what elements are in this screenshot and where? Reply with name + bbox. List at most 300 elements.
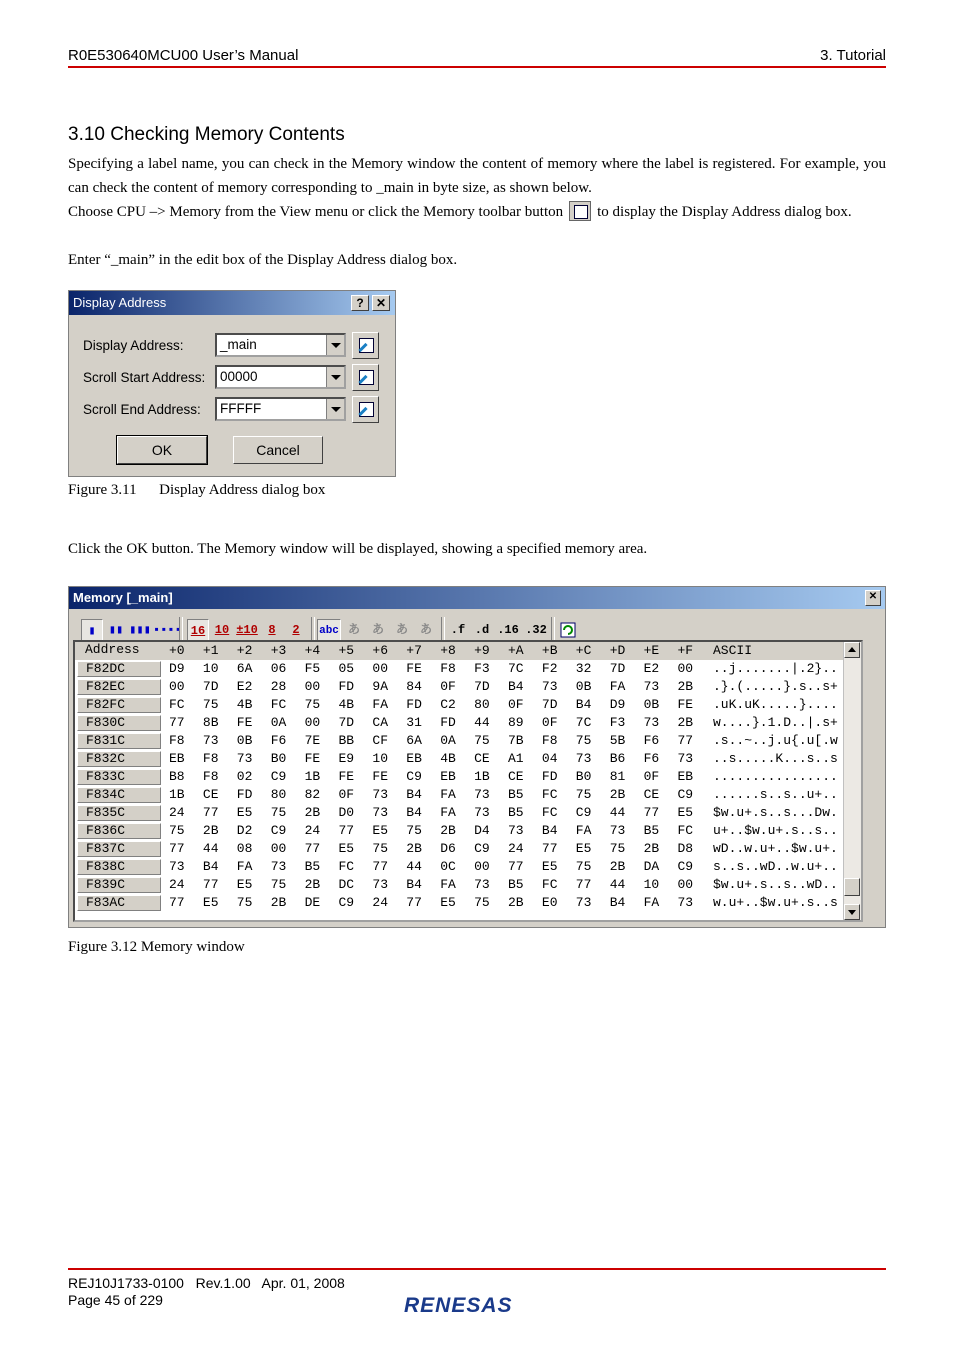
byte-cell[interactable]: D9 xyxy=(609,697,626,712)
byte-cell[interactable]: 5B xyxy=(609,733,626,748)
byte-cell[interactable]: 6A xyxy=(406,733,422,748)
byte-cell[interactable]: 73 xyxy=(643,679,660,694)
byte-cell[interactable]: C9 xyxy=(270,769,287,784)
byte-cell[interactable]: FC xyxy=(541,787,558,802)
byte-cell[interactable]: 0F xyxy=(541,715,558,730)
byte-cell[interactable]: D0 xyxy=(338,805,355,820)
refresh-icon[interactable] xyxy=(557,619,579,641)
byte-cell[interactable]: 0B xyxy=(236,733,253,748)
byte-cell[interactable]: 2B xyxy=(609,859,626,874)
address-cell[interactable]: F838C xyxy=(77,859,161,875)
byte-cell[interactable]: 81 xyxy=(609,769,626,784)
byte-cell[interactable]: E5 xyxy=(575,841,592,856)
byte-cell[interactable]: EB xyxy=(440,769,456,784)
byte-cell[interactable]: FA xyxy=(440,805,456,820)
byte-cell[interactable]: 7D xyxy=(474,679,490,694)
display-address-combo[interactable] xyxy=(215,333,346,357)
byte-cell[interactable]: 75 xyxy=(270,805,287,820)
byte-cell[interactable]: 77 xyxy=(169,841,185,856)
address-cell[interactable]: F82DC xyxy=(77,661,161,677)
byte-cell[interactable]: FA xyxy=(440,877,456,892)
byte-cell[interactable]: B6 xyxy=(609,751,626,766)
byte-cell[interactable]: FA xyxy=(609,679,626,694)
byte-cell[interactable]: 77 xyxy=(541,841,558,856)
double-button[interactable]: .d xyxy=(474,623,490,637)
byte-cell[interactable]: D9 xyxy=(169,661,185,676)
byte-cell[interactable]: C9 xyxy=(406,769,422,784)
byte-cell[interactable]: C9 xyxy=(677,787,694,802)
byte-cell[interactable]: 73 xyxy=(202,733,219,748)
byte-cell[interactable]: 77 xyxy=(508,859,524,874)
byte-cell[interactable]: FC xyxy=(338,859,355,874)
byte-cell[interactable]: 7C xyxy=(508,661,524,676)
ascii-button[interactable]: abc xyxy=(317,619,341,641)
byte-cell[interactable]: 00 xyxy=(372,661,388,676)
float-button[interactable]: .f xyxy=(450,623,466,637)
byte-cell[interactable]: 24 xyxy=(508,841,524,856)
byte-cell[interactable]: 04 xyxy=(541,751,558,766)
byte-cell[interactable]: 0F xyxy=(338,787,355,802)
scroll-down-icon[interactable] xyxy=(844,904,860,920)
byte-cell[interactable]: E5 xyxy=(236,805,253,820)
byte-cell[interactable]: 2B xyxy=(304,877,321,892)
signed-dec-radix-button[interactable]: ±10 xyxy=(236,623,258,637)
byte-cell[interactable]: E5 xyxy=(338,841,355,856)
byte-cell[interactable]: EB xyxy=(406,751,422,766)
byte-cell[interactable]: E5 xyxy=(372,823,388,838)
browse-icon[interactable] xyxy=(352,332,379,359)
byte-cell[interactable]: 7D xyxy=(609,661,626,676)
byte-cell[interactable]: 73 xyxy=(474,877,490,892)
vertical-scrollbar[interactable] xyxy=(843,642,861,920)
byte-cell[interactable]: FC xyxy=(677,823,694,838)
scroll-start-combo[interactable] xyxy=(215,365,346,389)
byte-cell[interactable]: 73 xyxy=(541,679,558,694)
ascii-cell[interactable]: wD..w.u+..$w.u+. xyxy=(713,841,838,856)
byte-cell[interactable]: EB xyxy=(169,751,185,766)
address-cell[interactable]: F82EC xyxy=(77,679,161,695)
cancel-button[interactable]: Cancel xyxy=(233,436,323,464)
ascii-cell[interactable]: $w.u+.s..s..wD.. xyxy=(713,877,838,892)
table-row[interactable] xyxy=(75,786,861,804)
byte-cell[interactable]: FD xyxy=(338,679,355,694)
byte-cell[interactable]: E5 xyxy=(677,805,694,820)
byte-cell[interactable]: 75 xyxy=(575,733,592,748)
byte-cell[interactable]: 10 xyxy=(202,661,219,676)
byte-cell[interactable]: 9A xyxy=(372,679,388,694)
byte-cell[interactable]: 0F xyxy=(643,769,660,784)
oct-radix-button[interactable]: 8 xyxy=(268,623,276,637)
byte-cell[interactable]: 44 xyxy=(609,805,626,820)
byte-cell[interactable]: 73 xyxy=(236,751,253,766)
table-row[interactable] xyxy=(75,696,861,714)
byte-cell[interactable]: 75 xyxy=(236,895,253,910)
address-cell[interactable]: F839C xyxy=(77,877,161,893)
byte-cell[interactable]: 77 xyxy=(677,733,694,748)
byte-cell[interactable]: 73 xyxy=(575,895,592,910)
byte-cell[interactable]: 75 xyxy=(304,697,321,712)
byte-cell[interactable]: 24 xyxy=(169,877,185,892)
address-cell[interactable]: F830C xyxy=(77,715,161,731)
byte-cell[interactable]: 00 xyxy=(677,661,694,676)
byte-cell[interactable]: 2B xyxy=(643,841,660,856)
byte-cell[interactable]: 00 xyxy=(677,877,694,892)
table-row[interactable] xyxy=(75,660,861,678)
byte-cell[interactable]: 2B xyxy=(508,895,524,910)
byte-cell[interactable]: 73 xyxy=(474,805,490,820)
table-row[interactable] xyxy=(75,678,861,696)
byte-cell[interactable]: F6 xyxy=(270,733,287,748)
word-size-button[interactable]: ▮▮ xyxy=(108,623,124,637)
byte-cell[interactable]: E0 xyxy=(541,895,558,910)
byte-cell[interactable]: 73 xyxy=(474,787,490,802)
byte-cell[interactable]: 75 xyxy=(406,823,422,838)
byte-cell[interactable]: C9 xyxy=(474,841,490,856)
ascii-cell[interactable]: ......s..s..u+.. xyxy=(713,787,838,802)
byte-cell[interactable]: F6 xyxy=(643,733,660,748)
byte-cell[interactable]: 24 xyxy=(304,823,321,838)
byte-cell[interactable]: 00 xyxy=(304,715,321,730)
ascii-cell[interactable]: s..s..wD..w.u+.. xyxy=(713,859,838,874)
byte-cell[interactable]: 2B xyxy=(677,715,694,730)
byte-cell[interactable]: B8 xyxy=(169,769,185,784)
byte-cell[interactable]: FE xyxy=(677,697,694,712)
byte-cell[interactable]: 44 xyxy=(609,877,626,892)
byte-cell[interactable]: FE xyxy=(304,751,321,766)
address-cell[interactable]: F83AC xyxy=(77,895,161,911)
byte-cell[interactable]: 75 xyxy=(575,859,592,874)
byte-cell[interactable]: C9 xyxy=(338,895,355,910)
byte-cell[interactable]: F8 xyxy=(541,733,558,748)
address-cell[interactable]: F832C xyxy=(77,751,161,767)
byte-cell[interactable]: DA xyxy=(643,859,660,874)
byte-cell[interactable]: 82 xyxy=(304,787,321,802)
byte-cell[interactable]: 00 xyxy=(304,679,321,694)
byte-cell[interactable]: 6A xyxy=(236,661,253,676)
byte-cell[interactable]: 2B xyxy=(440,823,456,838)
byte-cell[interactable]: B4 xyxy=(575,697,592,712)
byte-cell[interactable]: 75 xyxy=(575,787,592,802)
byte-cell[interactable]: E5 xyxy=(440,895,456,910)
ascii-cell[interactable]: ..s.....K...s..s xyxy=(713,751,838,766)
byte-cell[interactable]: FC xyxy=(541,877,558,892)
ascii-cell[interactable]: w.u+..$w.u+.s..s xyxy=(713,895,838,910)
byte-cell[interactable]: 02 xyxy=(236,769,253,784)
byte-cell[interactable]: CA xyxy=(372,715,388,730)
byte-cell[interactable]: B5 xyxy=(508,805,524,820)
byte-cell[interactable]: 0C xyxy=(440,859,456,874)
byte-cell[interactable]: 10 xyxy=(643,877,660,892)
byte-cell[interactable]: F2 xyxy=(541,661,558,676)
byte-cell[interactable]: F8 xyxy=(202,751,219,766)
byte-cell[interactable]: 77 xyxy=(202,877,219,892)
byte-cell[interactable]: B5 xyxy=(304,859,321,874)
byte-cell[interactable]: 24 xyxy=(169,805,185,820)
lword-size-button[interactable]: ▪▪▪▪ xyxy=(153,623,182,637)
byte-cell[interactable]: FA xyxy=(236,859,253,874)
byte-cell[interactable]: 73 xyxy=(372,805,388,820)
ok-button[interactable]: OK xyxy=(117,436,207,464)
byte-cell[interactable]: 2B xyxy=(406,841,422,856)
address-cell[interactable]: F831C xyxy=(77,733,161,749)
byte-cell[interactable]: EB xyxy=(677,769,694,784)
byte-cell[interactable]: 75 xyxy=(169,823,185,838)
byte-cell[interactable]: E9 xyxy=(338,751,355,766)
byte-cell[interactable]: 77 xyxy=(643,805,660,820)
byte-cell[interactable]: B5 xyxy=(643,823,660,838)
byte-cell[interactable]: E5 xyxy=(202,895,219,910)
ascii-cell[interactable]: ................ xyxy=(713,769,838,784)
byte-cell[interactable]: 75 xyxy=(474,895,490,910)
table-row[interactable] xyxy=(75,750,861,768)
byte-cell[interactable]: E5 xyxy=(236,877,253,892)
byte-cell[interactable]: FE xyxy=(406,661,422,676)
address-cell[interactable]: F835C xyxy=(77,805,161,821)
byte-cell[interactable]: 7C xyxy=(575,715,592,730)
byte-cell[interactable]: 44 xyxy=(406,859,422,874)
byte-cell[interactable]: 7D xyxy=(541,697,558,712)
byte-size-button[interactable]: ▮ xyxy=(81,619,103,641)
help-button[interactable]: ? xyxy=(351,295,369,311)
fixed16-button[interactable]: .16 xyxy=(497,623,519,637)
byte-cell[interactable]: F8 xyxy=(202,769,219,784)
byte-cell[interactable]: 77 xyxy=(372,859,388,874)
dec-radix-button[interactable]: 10 xyxy=(214,623,230,637)
browse-icon[interactable] xyxy=(352,364,379,391)
byte-cell[interactable]: B0 xyxy=(270,751,287,766)
byte-cell[interactable]: FD xyxy=(440,715,456,730)
byte-cell[interactable]: C9 xyxy=(677,859,694,874)
byte-cell[interactable]: 00 xyxy=(270,841,287,856)
byte-cell[interactable]: 7E xyxy=(304,733,321,748)
bin-radix-button[interactable]: 2 xyxy=(292,623,300,637)
byte-cell[interactable]: 0F xyxy=(440,679,456,694)
byte-cell[interactable]: 80 xyxy=(474,697,490,712)
byte-cell[interactable]: 2B xyxy=(609,787,626,802)
close-button[interactable]: ✕ xyxy=(372,295,390,311)
browse-icon[interactable] xyxy=(352,396,379,423)
byte-cell[interactable]: 73 xyxy=(677,751,694,766)
byte-cell[interactable]: 05 xyxy=(338,661,355,676)
scroll-up-icon[interactable] xyxy=(844,642,860,658)
byte-cell[interactable]: E2 xyxy=(643,661,660,676)
byte-cell[interactable]: FA xyxy=(440,787,456,802)
byte-cell[interactable]: CE xyxy=(508,769,524,784)
byte-cell[interactable]: C9 xyxy=(575,805,592,820)
byte-cell[interactable]: CE xyxy=(202,787,219,802)
byte-cell[interactable]: 73 xyxy=(169,859,185,874)
byte-cell[interactable]: 75 xyxy=(474,733,490,748)
byte-cell[interactable]: FE xyxy=(236,715,253,730)
byte-cell[interactable]: FD xyxy=(541,769,558,784)
byte-cell[interactable]: 44 xyxy=(202,841,219,856)
ascii-cell[interactable]: u+..$w.u+.s..s.. xyxy=(713,823,838,838)
byte-cell[interactable]: CE xyxy=(643,787,660,802)
byte-cell[interactable]: BB xyxy=(338,733,355,748)
byte-cell[interactable]: 28 xyxy=(270,679,287,694)
scroll-thumb[interactable] xyxy=(844,878,860,896)
byte-cell[interactable]: 7D xyxy=(338,715,355,730)
byte-cell[interactable]: 77 xyxy=(338,823,355,838)
byte-cell[interactable]: 80 xyxy=(270,787,287,802)
byte-cell[interactable]: 73 xyxy=(609,823,626,838)
byte-cell[interactable]: 77 xyxy=(304,841,321,856)
sjis-button[interactable]: あ xyxy=(347,623,360,637)
byte-cell[interactable]: CE xyxy=(474,751,490,766)
byte-cell[interactable]: 73 xyxy=(508,823,524,838)
byte-cell[interactable]: 4B xyxy=(440,751,456,766)
byte-cell[interactable]: FA xyxy=(372,697,388,712)
byte-cell[interactable]: B4 xyxy=(406,787,422,802)
fixed32-button[interactable]: .32 xyxy=(525,623,547,637)
byte-cell[interactable]: F5 xyxy=(304,661,321,676)
byte-cell[interactable]: 10 xyxy=(372,751,388,766)
byte-cell[interactable]: B5 xyxy=(508,877,524,892)
byte-cell[interactable]: 0F xyxy=(508,697,524,712)
byte-cell[interactable]: 77 xyxy=(575,877,592,892)
byte-cell[interactable]: 73 xyxy=(575,751,592,766)
3byte-size-button[interactable]: ▮▮▮ xyxy=(129,623,151,637)
byte-cell[interactable]: 32 xyxy=(575,661,592,676)
byte-cell[interactable]: B4 xyxy=(406,805,422,820)
byte-cell[interactable]: 75 xyxy=(372,841,388,856)
byte-cell[interactable]: 89 xyxy=(508,715,524,730)
euc-button[interactable]: あ xyxy=(395,623,408,637)
byte-cell[interactable]: 08 xyxy=(236,841,253,856)
byte-cell[interactable]: FD xyxy=(406,697,422,712)
byte-cell[interactable]: B0 xyxy=(575,769,592,784)
byte-cell[interactable]: 77 xyxy=(406,895,422,910)
byte-cell[interactable]: 0B xyxy=(643,697,660,712)
byte-cell[interactable]: 2B xyxy=(677,679,694,694)
byte-cell[interactable]: 1B xyxy=(304,769,321,784)
close-icon[interactable]: ✕ xyxy=(865,590,881,606)
chevron-down-icon[interactable] xyxy=(326,399,344,419)
byte-cell[interactable]: F3 xyxy=(609,715,626,730)
byte-cell[interactable]: FA xyxy=(575,823,592,838)
ascii-cell[interactable]: ..j.......|.2}.. xyxy=(713,661,838,676)
table-row[interactable] xyxy=(75,858,861,876)
byte-cell[interactable]: 0A xyxy=(270,715,287,730)
byte-cell[interactable]: B5 xyxy=(508,787,524,802)
byte-cell[interactable]: D2 xyxy=(236,823,253,838)
byte-cell[interactable]: B4 xyxy=(508,679,524,694)
byte-cell[interactable]: DE xyxy=(304,895,321,910)
byte-cell[interactable]: B4 xyxy=(202,859,219,874)
table-row[interactable] xyxy=(75,822,861,840)
byte-cell[interactable]: 77 xyxy=(169,895,185,910)
table-row[interactable] xyxy=(75,732,861,750)
byte-cell[interactable]: 84 xyxy=(406,679,422,694)
byte-cell[interactable]: 1B xyxy=(169,787,185,802)
byte-cell[interactable]: 73 xyxy=(372,877,388,892)
table-row[interactable] xyxy=(75,840,861,858)
byte-cell[interactable]: E5 xyxy=(541,859,558,874)
byte-cell[interactable]: D8 xyxy=(677,841,694,856)
byte-cell[interactable]: FE xyxy=(338,769,355,784)
address-cell[interactable]: F82FC xyxy=(77,697,161,713)
byte-cell[interactable]: 77 xyxy=(202,805,219,820)
byte-cell[interactable]: 06 xyxy=(270,661,287,676)
byte-cell[interactable]: 4B xyxy=(236,697,253,712)
chevron-down-icon[interactable] xyxy=(326,367,344,387)
byte-cell[interactable]: 24 xyxy=(372,895,388,910)
byte-cell[interactable]: 75 xyxy=(270,877,287,892)
ascii-cell[interactable]: .uK.uK.....}.... xyxy=(713,697,838,712)
scroll-end-combo[interactable] xyxy=(215,397,346,421)
byte-cell[interactable]: 31 xyxy=(406,715,422,730)
address-cell[interactable]: F836C xyxy=(77,823,161,839)
byte-cell[interactable]: 00 xyxy=(474,859,490,874)
address-cell[interactable]: F837C xyxy=(77,841,161,857)
byte-cell[interactable]: 73 xyxy=(372,787,388,802)
byte-cell[interactable]: 75 xyxy=(202,697,219,712)
byte-cell[interactable]: 2B xyxy=(304,805,321,820)
byte-cell[interactable]: FD xyxy=(236,787,253,802)
byte-cell[interactable]: 4B xyxy=(338,697,355,712)
byte-cell[interactable]: FA xyxy=(643,895,660,910)
table-row[interactable] xyxy=(75,804,861,822)
byte-cell[interactable]: FC xyxy=(169,697,185,712)
byte-cell[interactable]: 2B xyxy=(202,823,219,838)
byte-cell[interactable]: 75 xyxy=(609,841,626,856)
hex-radix-button[interactable]: 16 xyxy=(187,619,209,641)
byte-cell[interactable]: 44 xyxy=(474,715,490,730)
byte-cell[interactable]: C2 xyxy=(440,697,456,712)
table-row[interactable] xyxy=(75,876,861,894)
chevron-down-icon[interactable] xyxy=(326,335,344,355)
byte-cell[interactable]: F8 xyxy=(169,733,185,748)
byte-cell[interactable]: B4 xyxy=(609,895,626,910)
byte-cell[interactable]: E2 xyxy=(236,679,253,694)
byte-cell[interactable]: F8 xyxy=(440,661,456,676)
byte-cell[interactable]: FC xyxy=(270,697,287,712)
ascii-cell[interactable]: .s..~..j.u{.u[.w xyxy=(713,733,838,748)
byte-cell[interactable]: 8B xyxy=(202,715,219,730)
ascii-cell[interactable]: $w.u+.s..s...Dw. xyxy=(713,805,838,820)
byte-cell[interactable]: FC xyxy=(541,805,558,820)
ascii-cell[interactable]: w....}.1.D..|.s+ xyxy=(713,715,838,730)
byte-cell[interactable]: C9 xyxy=(270,823,287,838)
unicode-button[interactable]: あ xyxy=(419,623,432,637)
byte-cell[interactable]: 0B xyxy=(575,679,592,694)
byte-cell[interactable]: 2B xyxy=(270,895,287,910)
byte-cell[interactable]: A1 xyxy=(508,751,524,766)
byte-cell[interactable]: F6 xyxy=(643,751,660,766)
table-row[interactable] xyxy=(75,714,861,732)
byte-cell[interactable]: DC xyxy=(338,877,355,892)
byte-cell[interactable]: B4 xyxy=(406,877,422,892)
byte-cell[interactable]: 1B xyxy=(474,769,490,784)
byte-cell[interactable]: 73 xyxy=(677,895,694,910)
address-cell[interactable]: F833C xyxy=(77,769,161,785)
byte-cell[interactable]: 7D xyxy=(202,679,219,694)
jis-button[interactable]: あ xyxy=(371,623,384,637)
byte-cell[interactable]: F3 xyxy=(474,661,490,676)
byte-cell[interactable]: D6 xyxy=(440,841,456,856)
byte-cell[interactable]: 7B xyxy=(508,733,524,748)
address-cell[interactable]: F834C xyxy=(77,787,161,803)
byte-cell[interactable]: B4 xyxy=(541,823,558,838)
byte-cell[interactable]: 77 xyxy=(169,715,185,730)
byte-cell[interactable]: CF xyxy=(372,733,388,748)
byte-cell[interactable]: 73 xyxy=(643,715,660,730)
byte-cell[interactable]: 00 xyxy=(169,679,185,694)
ascii-cell[interactable]: .}.(.....}.s..s+ xyxy=(713,679,838,694)
table-row[interactable] xyxy=(75,768,861,786)
byte-cell[interactable]: 73 xyxy=(270,859,287,874)
byte-cell[interactable]: FE xyxy=(372,769,388,784)
